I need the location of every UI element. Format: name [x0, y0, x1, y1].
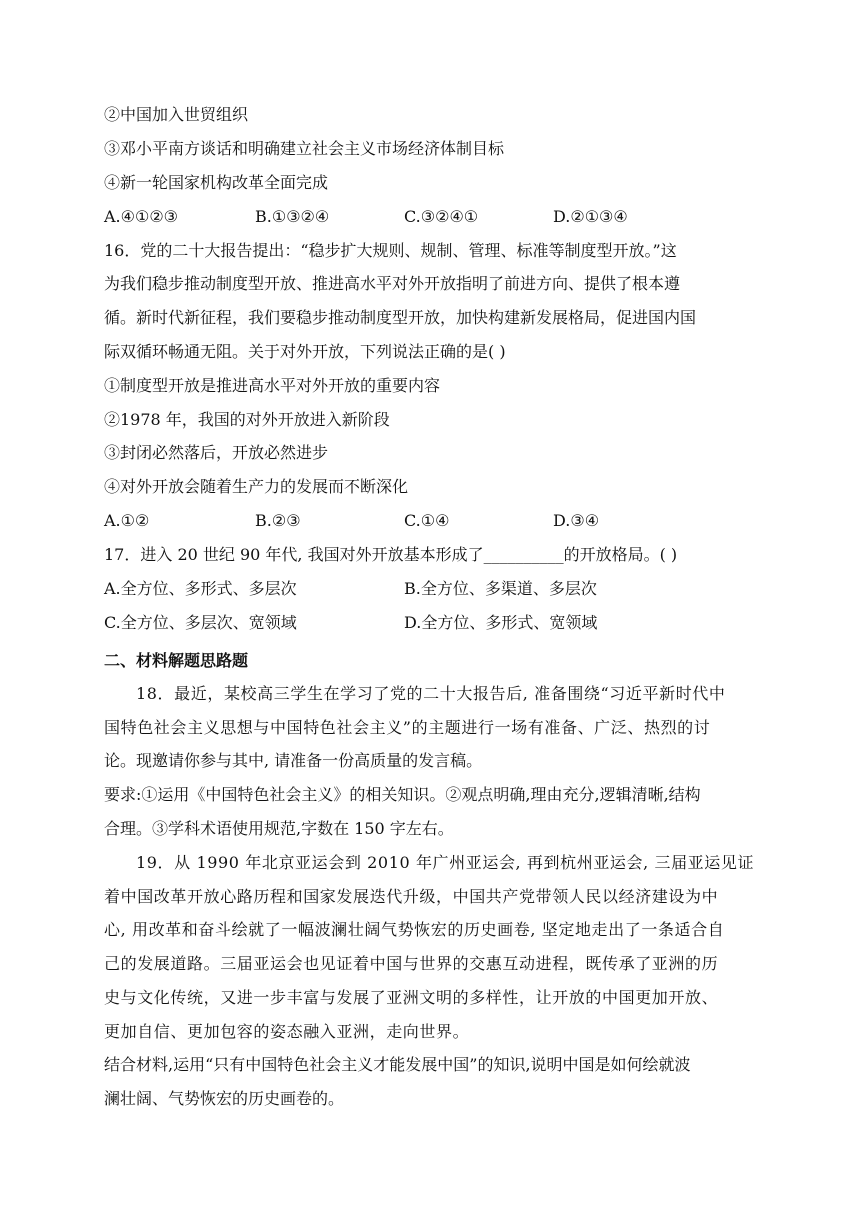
q15-option-d: D.②①③④ — [553, 207, 628, 226]
q16-item-1: ①制度型开放是推进高水平对外开放的重要内容 — [104, 376, 441, 395]
q18-stem-line-3: 论。现邀请你参与其中, 请准备一份高质量的发言稿。 — [104, 751, 483, 770]
q16-option-a: A.①② — [104, 511, 150, 530]
q16-item-4: ④对外开放会随着生产力的发展而不断深化 — [104, 477, 409, 496]
q17-stem: 17．进入 20 世纪 90 年代, 我国对外开放基本形成了__________的开放格局。( ) — [104, 545, 678, 564]
q19-material-line-6: 更加自信、更加包容的姿态融入亚洲，走向世界。 — [104, 1022, 470, 1041]
q15-option-a: A.④①②③ — [104, 207, 179, 226]
q18-requirement-line-1: 要求:①运用《中国特色社会主义》的相关知识。②观点明确,理由充分,逻辑清晰,结构 — [104, 785, 701, 804]
q16-option-b: B.②③ — [255, 511, 301, 530]
q15-option-b: B.①③②④ — [255, 207, 330, 226]
q17-option-b: B.全方位、多渠道、多层次 — [404, 579, 597, 598]
q16-option-c: C.①④ — [404, 511, 450, 530]
q16-stem-line-4: 际双循环畅通无阻。关于对外开放，下列说法正确的是( ) — [104, 342, 506, 361]
q19-material-line-2: 着中国改革开放心路历程和国家发展迭代升级，中国共产党带领人民以经济建设为中 — [104, 887, 719, 906]
q19-material-line-4: 己的发展道路。三届亚运会也见证着中国与世界的交惠互动进程，既传承了亚洲的历 — [104, 954, 719, 973]
q15-item-4: ④新一轮国家机构改革全面完成 — [104, 173, 329, 192]
section-heading: 二、材料解题思路题 — [104, 651, 249, 670]
q15-option-c: C.③②④① — [404, 207, 479, 226]
q19-material-line-5: 史与文化传统，又进一步丰富与发展了亚洲文明的多样性，让开放的中国更加开放、 — [104, 988, 719, 1007]
q16-stem-line-3: 循。新时代新征程，我们要稳步推动制度型开放，加快构建新发展格局，促进国内国 — [104, 308, 697, 327]
q19-question-line-1: 结合材料,运用“只有中国特色社会主义才能发展中国”的知识,说明中国是如何绘就波 — [104, 1055, 691, 1074]
q19-material-line-3: 心, 用改革和奋斗绘就了一幅波澜壮阔气势恢宏的历史画卷, 坚定地走出了一条适合自 — [104, 920, 725, 939]
q17-option-c: C.全方位、多层次、宽领域 — [104, 613, 297, 632]
q16-option-d: D.③④ — [553, 511, 600, 530]
q18-requirement-line-2: 合理。③学科术语使用规范,字数在 150 字左右。 — [104, 819, 454, 838]
q18-stem-line-2: 国特色社会主义思想与中国特色社会主义”的主题进行一场有准备、广泛、热烈的讨 — [104, 718, 711, 737]
q15-item-3: ③邓小平南方谈话和明确建立社会主义市场经济体制目标 — [104, 139, 505, 158]
q19-material-line-1: 19．从 1990 年北京亚运会到 2010 年广州亚运会, 再到杭州亚运会, 三届亚运见证 — [136, 853, 755, 872]
q16-item-3: ③封闭必然落后，开放必然进步 — [104, 443, 329, 462]
q16-stem-line-2: 为我们稳步推动制度型开放、推进高水平对外开放指明了前进方向、提供了根本遵 — [104, 274, 681, 293]
q15-item-2: ②中国加入世贸组织 — [104, 105, 249, 124]
q17-option-d: D.全方位、多形式、宽领域 — [404, 613, 598, 632]
q18-stem-line-1: 18．最近，某校高三学生在学习了党的二十大报告后, 准备围绕“习近平新时代中 — [136, 684, 726, 703]
q16-item-2: ②1978 年，我国的对外开放进入新阶段 — [104, 410, 390, 429]
q19-question-line-2: 澜壮阔、气势恢宏的历史画卷的。 — [104, 1089, 345, 1108]
q16-stem-line-1: 16．党的二十大报告提出：“稳步扩大规则、规制、管理、标准等制度型开放。”这 — [104, 241, 677, 260]
q17-option-a: A.全方位、多形式、多层次 — [104, 579, 297, 598]
